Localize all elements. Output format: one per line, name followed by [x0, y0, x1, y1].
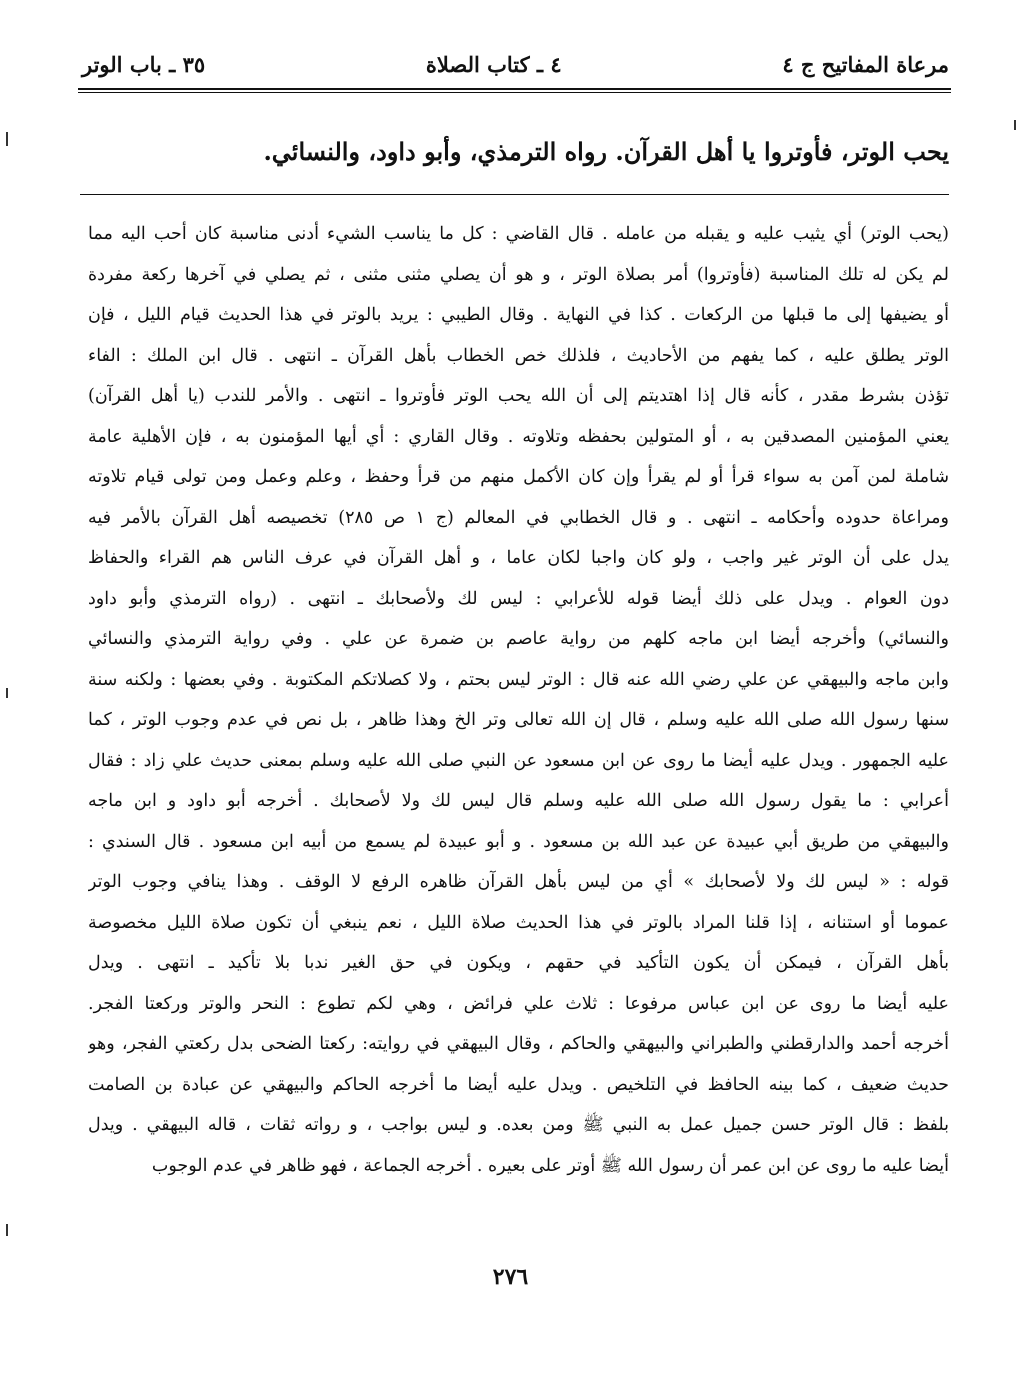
commentary-line: والنسائي) وأخرجه أيضا ابن ماجه كلهم من رواية عاصم بن ضمرة عن علي . وفي رواية الترمذي والنسائي	[88, 629, 949, 649]
commentary-line: يعني المؤمنين المصدقين به ، أو المتولين بحفظه وتلاوته . وقال القاري : أي أيها المؤمنون به ، فإن الأهلية عامة	[88, 426, 949, 447]
commentary-line: عموما أو استنانه ، إذا قلنا المراد بالوتر في هذا الحديث صلاة الليل ، نعم ينبغي أن تكون صلاة الليل مخصوصة	[88, 912, 949, 933]
commentary-line: أخرجه أحمد والدارقطني والطبراني والبيهقي والحاكم ، وقال البيهقي في روايته: ركعتا الضحى بدل ركعتي الفجر، وهو	[88, 1034, 949, 1054]
scan-mark	[6, 1224, 8, 1236]
header-rule-thin	[78, 92, 951, 93]
section-title: ٣٥ ـ باب الوتر	[82, 51, 206, 77]
commentary-line: قوله : « ليس لك ولا لأصحابك » أي من ليس بأهل القرآن ظاهره الرفع لا الوقف . وهذا ينافي وجوب الوتر	[88, 872, 949, 892]
commentary-line: الوتر يطلق عليه ، كما يفهم من الأحاديث ، فلذلك خص الخطاب بأهل القرآن ـ انتهى . قال ابن الملك : الفاء	[88, 345, 949, 366]
chapter-title: ٤ ـ كتاب الصلاة	[425, 51, 562, 77]
commentary-line: ومراعاة حدوده وأحكامه ـ انتهى . و قال الخطابي في المعالم (ج ١ ص ٢٨٥) تخصيصه أهل القرآن بالأمر فيه	[88, 507, 949, 528]
scan-mark	[6, 688, 8, 698]
commentary-line: دون العوام . ويدل على ذلك أيضا قوله للأعرابي : ليس لك ولأصحابك ـ انتهى . (رواه الترمذي وأبو داود	[88, 588, 949, 609]
header-rule	[78, 88, 951, 90]
commentary-line: شاملة لمن آمن به سواء قرأ أو لم يقرأ وإن كان الأكمل منهم من قرأ وحفظ ، وعلم وعمل ومن تولى قيام تلاوته	[88, 467, 949, 487]
scan-mark	[1014, 120, 1016, 130]
commentary-line: يدل على أن الوتر غير واجب ، ولو كان واجبا لكان عاما ، و أهل القرآن في عرف الناس هم القراء والحفاظ	[88, 548, 949, 568]
commentary-line: (يحب الوتر) أي يثيب عليه و يقبله من عامله . قال القاضي : كل ما يناسب الشيء أدنى مناسبة كان أحب اليه مما	[88, 224, 949, 244]
hadith-text: يحب الوتر، فأوتروا يا أهل القرآن. رواه الترمذي، وأبو داود، والنسائي.	[263, 137, 949, 166]
commentary-line: سنها رسول الله صلى الله عليه وسلم ، قال إن الله تعالى وتر الخ وهذا ظاهر ، بل نص في عدم وجوب الوتر ، كما	[88, 710, 949, 730]
book-title: مرعاة المفاتيح ج ٤	[782, 51, 949, 77]
commentary-line: وابن ماجه والبيهقي عن علي رضي الله عنه قال : الوتر ليس بحتم ، ولا كصلاتكم المكتوبة . وفي بعضها : ولكنه سنة	[88, 669, 949, 690]
page-number: ٢٧٦	[492, 1264, 529, 1290]
separator-rule	[80, 194, 949, 195]
commentary-line: عليه أيضا ما روى عن ابن عباس مرفوعا : ثلاث علي فرائض ، وهي لكم تطوع : النحر والوتر وركعتا الفجر.	[88, 993, 949, 1014]
commentary-line: حديث ضعيف ، كما بينه الحافظ في التلخيص . ويدل عليه أيضا ما أخرجه الحاكم والبيهقي عن عبادة بن الصامت	[88, 1074, 949, 1095]
running-header	[82, 44, 949, 84]
commentary-line: تؤذن بشرط مقدر ، كأنه قال إذا اهتديتم إلى أن الله يحب الوتر فأوتروا ـ انتهى . والأمر للندب (يا أهل القرآن)	[88, 386, 949, 406]
commentary-line: أعرابي : ما يقول رسول الله صلى الله عليه وسلم قال ليس لك ولا لأصحابك . أخرجه أبو داود و ابن ماجه	[88, 791, 949, 811]
commentary-line: والبيهقي من طريق أبي عبيدة عن عبد الله بن مسعود . و أبو عبيدة لم يسمع من أبيه ابن مسعود . قال السندي :	[88, 831, 949, 852]
commentary-line: عليه الجمهور . ويدل عليه أيضا ما روى عن ابن مسعود عن النبي صلى الله عليه وسلم بمعنى حديث علي زاد : فقال	[88, 750, 949, 771]
commentary-line: بأهل القرآن ، فيمكن أن يكون التأكيد في حقهم ، ويكون في حق الغير ندبا بلا تأكيد ـ انتهى . ويدل	[88, 953, 949, 973]
scan-mark	[6, 132, 8, 146]
commentary-line: أو يضيفها إلى ما قبلها من الركعات . كذا في النهاية . وقال الطيبي : يريد بالوتر في هذا الحديث قيام الليل ، فإن	[88, 305, 949, 325]
commentary-line: بلفظ : قال الوتر حسن جميل عمل به النبي ﷺ ومن بعده. و ليس بواجب ، و رواته ثقات ، قاله البيهقي . ويدل	[88, 1115, 949, 1135]
commentary-line: لم يكن له تلك المناسبة (فأوتروا) أمر بصلاة الوتر ، و هو أن يصلي مثنى مثنى ، ثم يصلي في آخرها ركعة مفردة	[88, 264, 949, 285]
commentary-line: أيضا عليه ما روى عن ابن عمر أن رسول الله ﷺ أوتر على بعيره . أخرجه الجماعة ، فهو ظاهر في عدم الوجوب	[151, 1155, 949, 1176]
commentary	[88, 214, 949, 1186]
